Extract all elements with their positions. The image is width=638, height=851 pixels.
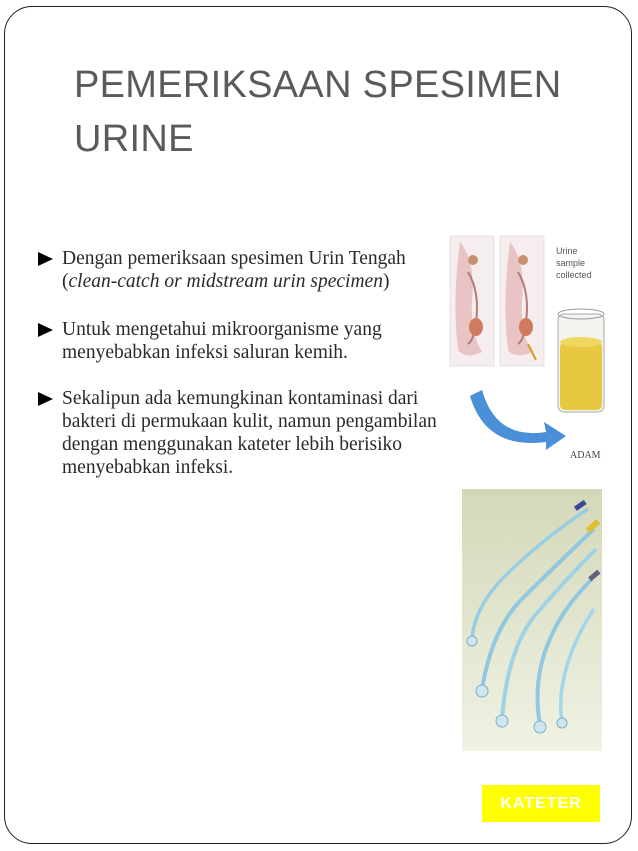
svg-text:sample: sample xyxy=(556,258,586,268)
svg-text:collected: collected xyxy=(556,270,592,280)
slide-title xyxy=(74,58,614,166)
bullet-item-1 xyxy=(38,247,438,293)
bullet-item-3 xyxy=(38,383,438,479)
bullet-list xyxy=(38,247,438,498)
bullet-2-text: Untuk mengetahui mikroorganisme yang menyebabkan infeksi saluran kemih. xyxy=(62,319,382,363)
bullet-3-text: Sekalipun ada kemungkinan kontaminasi dari bakteri di permukaan kulit, namun pengambilan dengan menggunakan kateter lebih berisiko menyebabkan infeksi. xyxy=(62,388,437,478)
bullet-item-2 xyxy=(38,312,438,364)
catheter-photo xyxy=(462,489,602,751)
bullet-arrow-icon xyxy=(38,392,53,406)
bullet-1-text: Dengan pemeriksaan spesimen Urin Tengah ( xyxy=(62,248,406,292)
adam-logo: ADAM xyxy=(570,450,601,461)
title-line-1: PEMERIKSAAN SPESIMEN xyxy=(74,64,562,106)
bullet-1-italic: clean-catch or midstream urin specimen xyxy=(68,271,383,292)
title-line-2: URINE xyxy=(74,118,194,160)
bullet-1-text-end: ) xyxy=(382,271,390,292)
bullet-arrow-icon xyxy=(38,323,53,337)
svg-text:Urine: Urine xyxy=(556,246,578,256)
bullet-arrow-icon xyxy=(38,252,53,266)
urine-sample-illustration xyxy=(446,232,606,464)
kateter-caption: KATETER xyxy=(482,785,600,822)
